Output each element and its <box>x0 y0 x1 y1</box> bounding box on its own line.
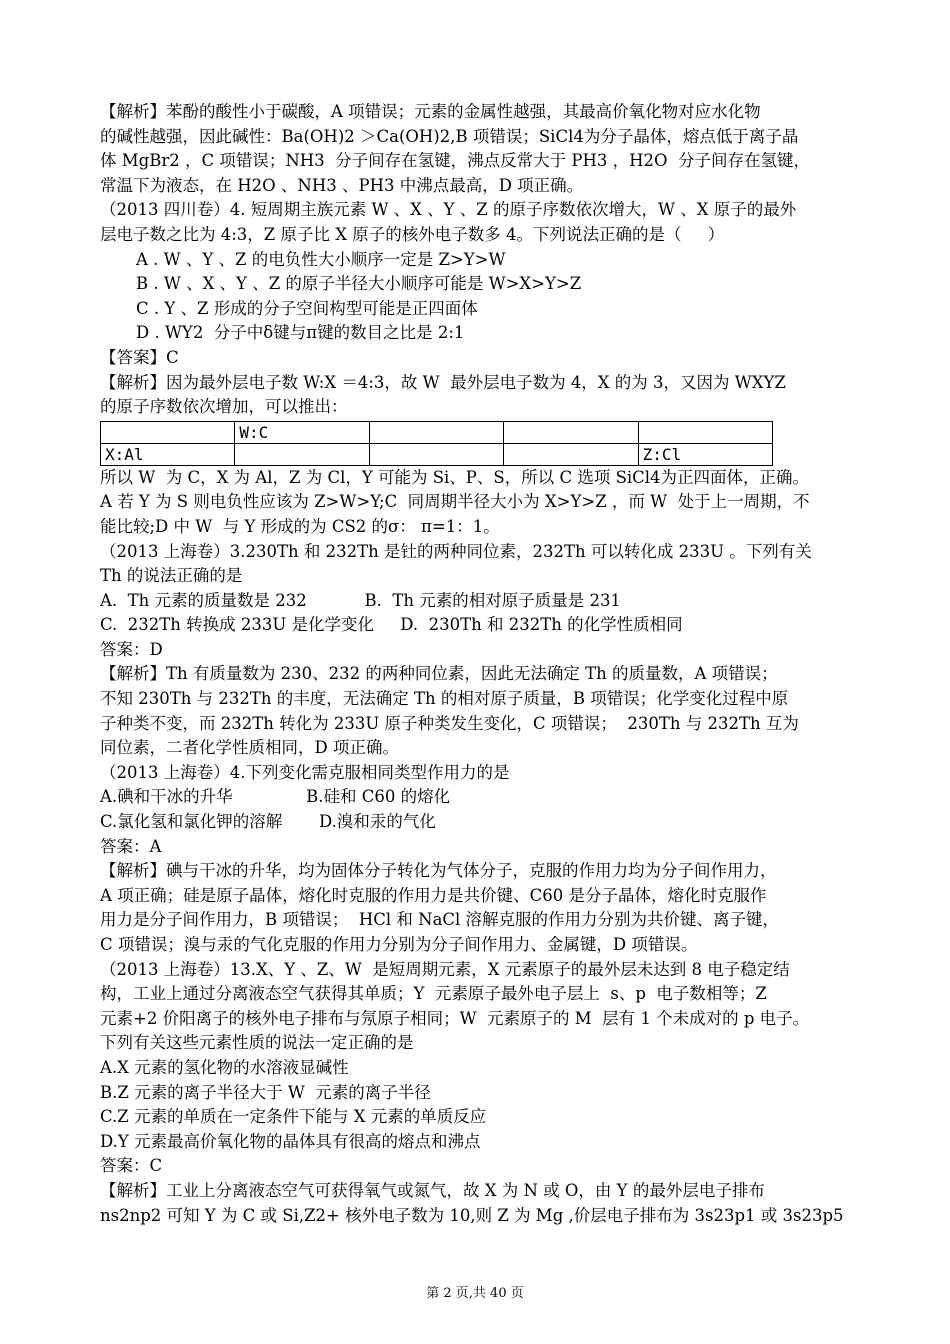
text-line: 所以 W 为 C，X 为 Al，Z 为 Cl，Y 可能为 Si、P、S，所以 C 选项 SiCl4为正四面体，正确。 <box>100 467 810 487</box>
text-line: 答案：D <box>100 639 163 659</box>
answer-line: 【答案】C <box>100 347 179 367</box>
section-3 <box>100 466 860 1228</box>
text-line: （2013 四川卷）4. 短周期主族元素 W 、X 、Y 、Z 的原子序数依次增大，W 、X 原子的最外 <box>100 200 797 220</box>
text-line: 的原子序数依次增加，可以推出： <box>100 397 348 417</box>
text-line: 的碱性越强，因此碱性：Ba(OH)2 ＞Ca(OH)2,B 项错误；SiCl4为分子晶体，熔点低于离子晶 <box>100 126 799 146</box>
text-line: A.X 元素的氢化物的水溶液显碱性 <box>100 1057 349 1077</box>
text-line: 层电子数之比为 4:3，Z 原子比 X 原子的核外电子数多 4。下列说法正确的是（ ） <box>100 224 725 244</box>
table-cell <box>504 421 638 443</box>
question-options <box>100 248 860 346</box>
text-line: （2013 上海卷）4.下列变化需克服相同类型作用力的是 <box>100 762 510 782</box>
table-cell: Z:Cl <box>638 443 772 465</box>
text-line: 不知 230Th 与 232Th 的丰度，无法确定 Th 的相对原子质量，B 项错误；化学变化过程中原 <box>100 689 789 709</box>
table-cell <box>504 443 638 465</box>
table-cell: W:C <box>235 421 369 443</box>
text-line: A 项正确；硅是原子晶体，熔化时克服的作用力是共价键、C60 是分子晶体，熔化时克服作 <box>100 885 767 905</box>
text-line: Th 的说法正确的是 <box>100 566 243 586</box>
text-line: 【解析】因为最外层电子数 W:X ＝4:3，故 W 最外层电子数为 4，X 的为 3，又因为 WXYZ <box>100 372 786 392</box>
text-line: 元素+2 价阳离子的核外电子排布与氖原子相同；W 元素原子的 M 层有 1 个未成对的 p 电子。 <box>100 1008 810 1028</box>
text-line: 下列有关这些元素性质的说法一定正确的是 <box>100 1033 414 1053</box>
table-cell <box>638 421 772 443</box>
text-line: ns2np2 可知 Y 为 C 或 Si,Z2+ 核外电子数为 10,则 Z 为 Mg ,价层电子排布为 3s23p1 或 3s23p5 <box>100 1205 844 1225</box>
table-cell <box>101 421 235 443</box>
table-row <box>101 443 773 465</box>
text-line: 【解析】碘与干冰的升华，均为固体分子转化为气体分子，克服的作用力均为分子间作用力， <box>100 861 777 881</box>
table-row <box>101 421 773 443</box>
text-line: 答案：C <box>100 1156 163 1176</box>
text-line: 用力是分子间作用力，B 项错误； HCl 和 NaCl 溶解克服的作用力分别为共价键、离子键， <box>100 910 780 930</box>
text-line: C 项错误；溴与汞的气化克服的作用力分别为分子间作用力、金属键，D 项错误。 <box>100 935 698 954</box>
text-line: 构，工业上通过分离液态空气获得其单质；Y 元素原子最外电子层上 s、p 电子数相等；Z <box>100 984 767 1004</box>
option-a: A . W 、Y 、Z 的电负性大小顺序一定是 Z>Y>W <box>136 249 506 269</box>
text-line: 【解析】工业上分离液态空气可获得氧气或氮气，故 X 为 N 或 O，由 Y 的最外层电子排布 <box>100 1180 765 1200</box>
text-line: 子种类不变，而 232Th 转化为 233U 原子种类发生变化，C 项错误； 230Th 与 232Th 互为 <box>100 713 799 733</box>
text-line: D.Y 元素最高价氧化物的晶体具有很高的熔点和沸点 <box>100 1131 481 1151</box>
text-line: 【解析】苯酚的酸性小于碳酸，A 项错误；元素的金属性越强，其最高价氧化物对应水化物 <box>100 102 761 121</box>
text-line: （2013 上海卷）13.X、Y 、Z、W 是短周期元素，X 元素原子的最外层未达到 8 电子稳定结 <box>100 959 790 979</box>
text-line: 【解析】Th 有质量数为 230、232 的两种同位素，因此无法确定 Th 的质量数，A 项错误； <box>100 664 778 684</box>
text-line: 能比较;D 中 W 与 Y 形成的为 CS2 的σ： π=1：1。 <box>100 516 500 536</box>
table-cell <box>235 443 369 465</box>
text-line: C.氯化氢和氯化钾的溶解 D.溴和汞的气化 <box>100 812 436 832</box>
document-page <box>100 100 860 1228</box>
text-line: A 若 Y 为 S 则电负性应该为 Z>W>Y;C 同周期半径大小为 X>Y>Z ，而 W 处于上一周期，不 <box>100 492 810 512</box>
table-cell: X:Al <box>101 443 235 465</box>
page-footer: 第 2 页,共 40 页 <box>426 1286 524 1301</box>
periodic-table-grid <box>100 421 773 466</box>
text-line: 同位素，二者化学性质相同，D 项正确。 <box>100 738 399 758</box>
text-line: （2013 上海卷）3.230Th 和 232Th 是钍的两种同位素，232Th 可以转化成 233U 。下列有关 <box>100 541 812 561</box>
table-cell <box>369 421 503 443</box>
option-c: C . Y 、Z 形成的分子空间构型可能是正四面体 <box>136 298 478 318</box>
option-d: D . WY2 分子中δ键与π键的数目之比是 2:1 <box>136 323 465 343</box>
text-line: A. Th 元素的质量数是 232 B. Th 元素的相对原子质量是 231 <box>100 590 621 610</box>
text-line: C.Z 元素的单质在一定条件下能与 X 元素的单质反应 <box>100 1107 487 1127</box>
table-cell <box>369 443 503 465</box>
text-line: 常温下为液态，在 H2O 、NH3 、PH3 中沸点最高，D 项正确。 <box>100 175 584 195</box>
text-line: B.Z 元素的离子半径大于 W 元素的离子半径 <box>100 1082 431 1102</box>
section-1 <box>100 100 860 248</box>
text-line: A.碘和干冰的升华 B.硅和 C60 的熔化 <box>100 787 451 807</box>
section-2 <box>100 346 860 420</box>
text-line: C. 232Th 转换成 233U 是化学变化 D. 230Th 和 232Th 的化学性质相同 <box>100 615 683 635</box>
text-line: 答案：A <box>100 836 162 856</box>
option-b: B . W 、X 、Y 、Z 的原子半径大小顺序可能是 W>X>Y>Z <box>136 274 582 294</box>
text-line: 体 MgBr2 ，C 项错误；NH3 分子间存在氢键，沸点反常大于 PH3 ，H2O 分子间存在氢键， <box>100 151 811 171</box>
